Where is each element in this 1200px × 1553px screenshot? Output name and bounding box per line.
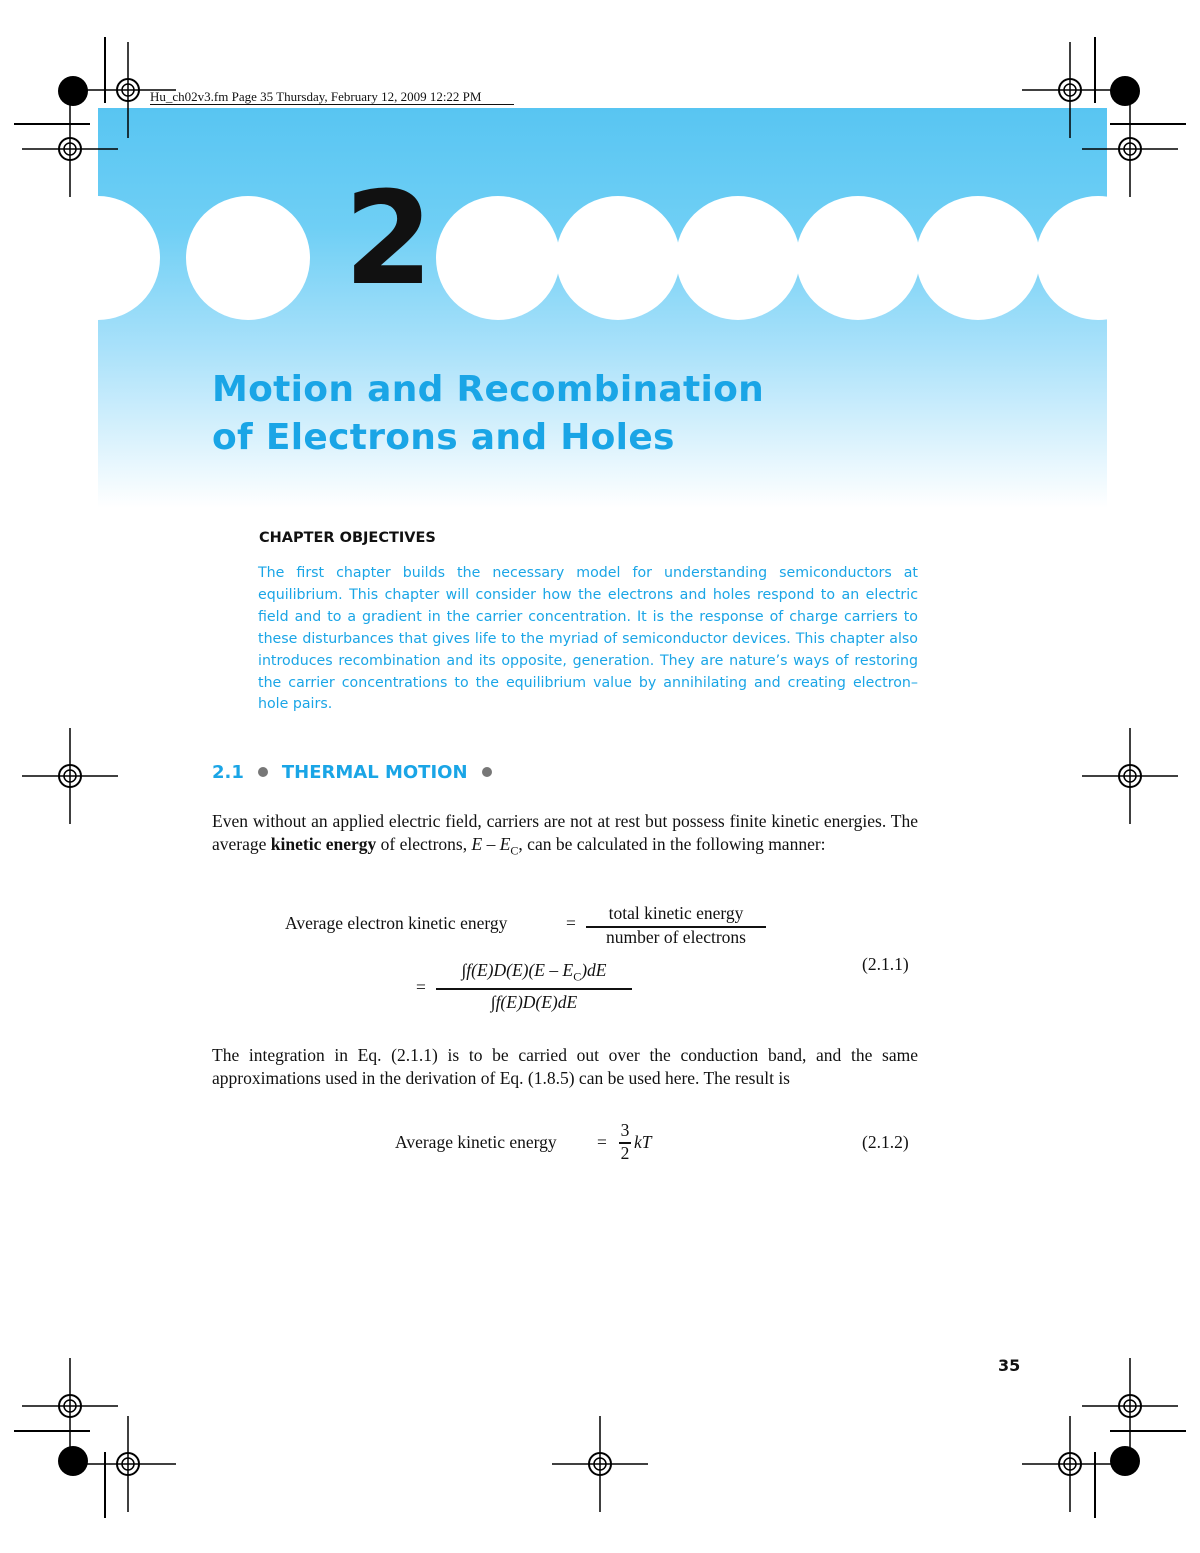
bullet-dot-icon bbox=[482, 767, 492, 777]
equation2-numerator: 3 bbox=[620, 1120, 630, 1140]
equation2-label: (2.1.2) bbox=[862, 1132, 909, 1152]
banner-circle bbox=[556, 196, 680, 320]
equation1-lhs: Average electron kinetic energy bbox=[285, 913, 508, 933]
file-header-line: Hu_ch02v3.fm Page 35 Thursday, February 12, 2009 12:22 PM bbox=[150, 89, 482, 104]
header-underline bbox=[150, 104, 514, 105]
equation1-numerator: total kinetic energy bbox=[608, 903, 744, 923]
chapter-title-line2: of Electrons and Holes bbox=[212, 417, 675, 458]
paragraph-text: , can be calculated in the following manner: bbox=[518, 834, 826, 855]
registration-mark-icon bbox=[20, 727, 120, 827]
crop-line bbox=[1110, 1430, 1186, 1432]
equation2-lhs: Average kinetic energy bbox=[395, 1132, 557, 1152]
chapter-number: 2 bbox=[344, 165, 434, 314]
equation1-label: (2.1.1) bbox=[862, 954, 909, 974]
registration-mark-icon bbox=[1020, 1416, 1120, 1516]
chapter-title-line1: Motion and Recombination bbox=[212, 369, 765, 410]
banner-circle bbox=[186, 196, 310, 320]
registration-mark-icon bbox=[1080, 727, 1180, 827]
equation2-denominator: 2 bbox=[620, 1143, 630, 1163]
registration-mark-icon bbox=[1080, 100, 1180, 200]
variable-E: E bbox=[471, 834, 483, 855]
paragraph-text: of electrons, bbox=[376, 834, 472, 855]
crop-line bbox=[1094, 37, 1096, 103]
paragraph-integration: The integration in Eq. (2.1.1) is to be carried out over the conduction band, and the same approximations used in the derivation of Eq. (1.8.5) can be used here. The result is bbox=[212, 1045, 918, 1089]
term-kinetic-energy: kinetic energy bbox=[270, 834, 377, 855]
section-number: 2.1 bbox=[212, 762, 244, 783]
minus-sign: – bbox=[482, 834, 500, 855]
equation1-denominator: number of electrons bbox=[606, 927, 746, 947]
section-heading bbox=[212, 762, 506, 783]
fraction-line bbox=[436, 988, 632, 990]
registration-mark-icon bbox=[78, 1416, 178, 1516]
objectives-text: The first chapter builds the necessary model for understanding semiconductors at equilibrium. This chapter will consider how the electrons and holes respond to an electric field and to a gradient in the carrier concentration. It is the response of charge carriers to these disturbances that gives life to the myriad of semiconductor devices. This chapter also introduces recombination and its opposite, generation. They are nature’s ways of restoring the carrier concentrations to the equilibrium value by annihilating and creating electron–hole pairs. bbox=[258, 565, 918, 713]
equation2-equals: = bbox=[597, 1132, 607, 1152]
registration-dot-icon bbox=[58, 76, 88, 106]
crop-line bbox=[14, 1430, 90, 1432]
paragraph-thermal-intro bbox=[212, 810, 918, 863]
equation1-integral-denominator: ∫f(E)D(E)dE bbox=[490, 992, 578, 1012]
crop-line bbox=[1110, 123, 1186, 125]
equation2-rhs: kT bbox=[634, 1132, 652, 1152]
crop-line bbox=[14, 123, 90, 125]
banner-circle bbox=[1036, 196, 1107, 320]
crop-line bbox=[104, 1452, 106, 1518]
registration-dot-icon bbox=[1110, 76, 1140, 106]
bullet-dot-icon bbox=[258, 767, 268, 777]
chapter-banner bbox=[98, 108, 1107, 508]
chapter-title bbox=[212, 366, 764, 462]
banner-circle bbox=[436, 196, 560, 320]
banner-circle bbox=[676, 196, 800, 320]
page-number: 35 bbox=[998, 1356, 1021, 1375]
paragraph-text: Even without an applied electric field, carriers are not at rest but possess finite kinetic energies. The average bbox=[212, 811, 918, 855]
registration-dot-icon bbox=[1110, 1446, 1140, 1476]
banner-circle bbox=[98, 196, 160, 320]
registration-mark-icon bbox=[20, 100, 120, 200]
variable-Ec: E bbox=[499, 834, 511, 855]
crop-line bbox=[1094, 1452, 1096, 1518]
subscript-c: C bbox=[510, 843, 519, 858]
section-title: THERMAL MOTION bbox=[281, 762, 468, 783]
equation1-equals-2: = bbox=[416, 977, 426, 997]
equation1-equals: = bbox=[566, 913, 576, 933]
banner-circle bbox=[796, 196, 920, 320]
objectives-heading: CHAPTER OBJECTIVES bbox=[259, 530, 436, 546]
registration-dot-icon bbox=[58, 1446, 88, 1476]
banner-circle bbox=[916, 196, 1040, 320]
registration-mark-icon bbox=[550, 1416, 650, 1516]
crop-line bbox=[104, 37, 106, 103]
equation1-integral-numerator: $\int f(E)D(E)(E - E_C)dE$ bbox=[461, 960, 607, 984]
